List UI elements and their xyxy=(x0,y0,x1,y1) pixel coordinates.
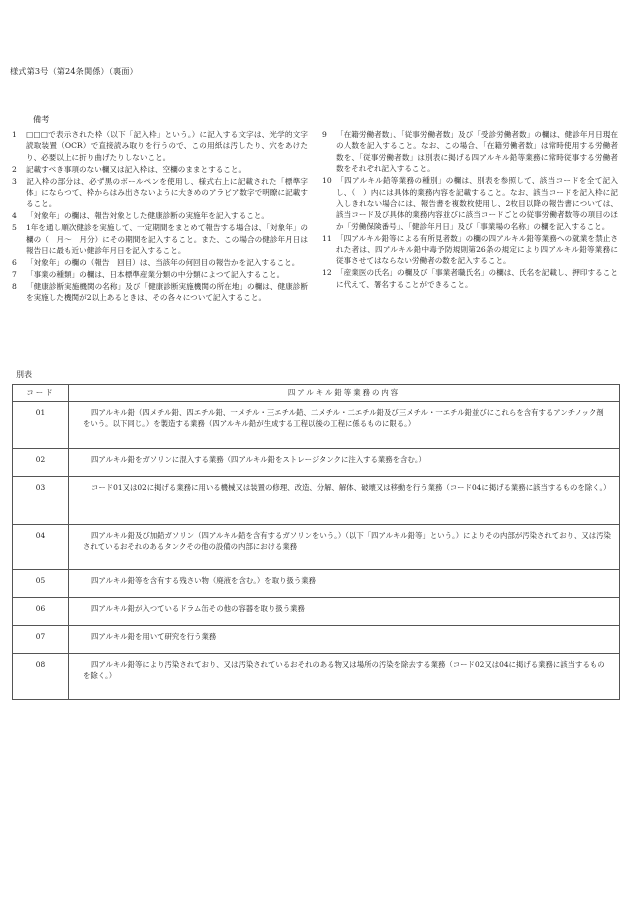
code-cell: 05 xyxy=(13,570,69,598)
appendix-table xyxy=(12,384,620,700)
table-row xyxy=(13,402,620,449)
note-item xyxy=(322,233,618,267)
column-header-code: コード xyxy=(13,385,69,402)
table-row xyxy=(13,570,620,598)
note-text: 「対象年」の欄は、報告対象とした健康診断の実施年を記入すること。 xyxy=(26,211,269,221)
note-text: 「事業の種類」の欄は、日本標準産業分類の中分類によつて記入すること。 xyxy=(26,269,285,279)
table-row xyxy=(13,477,620,525)
description-cell: 四アルキル鉛（四メチル鉛、四エチル鉛、一メチル・三エチル鉛、二メチル・二エチル鉛及び三メチル・一エチル鉛並びにこれらを含有するアンチノック剤をいう。以下同じ。）を製造する業務（四アルキル鉛が生成する工程以後の工程に係るものに限る。） xyxy=(69,402,620,449)
note-item xyxy=(322,129,618,175)
note-number: 12 xyxy=(322,268,332,278)
note-item xyxy=(322,175,618,232)
code-cell: 08 xyxy=(13,654,69,700)
note-text: 「健康診断実施機関の名称」及び「健康診断実施機関の所在地」の欄は、健康診断を実施した機関が2以上あるときは、その各々について記入すること。 xyxy=(26,281,308,303)
note-text: 「在籍労働者数」、「従事労働者数」及び「受診労働者数」の欄は、健診年月日現在の人数を記入すること。なお、この場合、「在籍労働者数」は常時使用する労働者数を、「従事労働者数」は別表に掲げる四アルキル鉛等業務に常時従事する労働者数をそれぞれ記入すること。 xyxy=(336,130,618,174)
note-item xyxy=(12,281,308,304)
note-number: 6 xyxy=(12,257,17,267)
note-number: 3 xyxy=(12,176,17,186)
note-text: 「四アルキル鉛等による有所見者数」の欄の四アルキル鉛等業務への就業を禁止された者は、四アルキル鉛中毒予防規則第26条の規定により四アルキル鉛等業務に従事させてはならない労働者の数を記入すること。 xyxy=(336,233,618,266)
table-row xyxy=(13,598,620,626)
note-number: 2 xyxy=(12,164,17,174)
notes-right-column xyxy=(322,129,618,291)
note-number: 4 xyxy=(12,211,17,221)
note-item xyxy=(12,269,308,280)
table-row xyxy=(13,626,620,654)
code-cell: 06 xyxy=(13,598,69,626)
note-item xyxy=(12,176,308,210)
code-cell: 02 xyxy=(13,449,69,477)
form-title: 様式第3号（第24条関係）（裏面） xyxy=(10,66,138,76)
code-cell: 04 xyxy=(13,525,69,570)
code-cell: 01 xyxy=(13,402,69,449)
note-item xyxy=(12,257,308,268)
note-text: 記載すべき事項のない欄又は記入枠は、空欄のままとすること。 xyxy=(26,164,247,174)
appendix-label: 別表 xyxy=(16,370,32,379)
notes-left-column xyxy=(12,129,308,304)
description-cell: 四アルキル鉛等を含有する残さい物（廃液を含む。）を取り扱う業務 xyxy=(69,570,620,598)
note-item xyxy=(322,267,618,290)
note-item xyxy=(12,129,308,163)
note-text: 1年を通し順次健診を実施して、一定期間をまとめて報告する場合は、「対象年」の欄の（ 月～ 月分）にその期間を記入すること。また、この場合の健診年月日は報告日に最も近い健診年月日を記入すること。 xyxy=(26,223,308,256)
description-cell: 四アルキル鉛等により汚染されており、又は汚染されているおそれのある物又は場所の汚染を除去する業務（コード02又は04に掲げる業務に該当するものを除く。） xyxy=(69,654,620,700)
note-item xyxy=(12,164,308,175)
code-cell: 03 xyxy=(13,477,69,525)
description-cell: 四アルキル鉛をガソリンに混入する業務（四アルキル鉛をストレージタンクに注入する業務を含む。） xyxy=(69,449,620,477)
description-cell: コード01又は02に掲げる業務に用いる機械又は装置の修理、改造、分解、解体、破壊又は移動を行う業務（コード04に掲げる業務に該当するものを除く。） xyxy=(69,477,620,525)
note-number: 8 xyxy=(12,281,17,291)
code-cell: 07 xyxy=(13,626,69,654)
table-header-row xyxy=(13,385,620,402)
note-number: 11 xyxy=(322,233,332,243)
note-number: 7 xyxy=(12,269,17,279)
description-cell: 四アルキル鉛を用いて研究を行う業務 xyxy=(69,626,620,654)
note-text: 記入枠の部分は、必ず黒のボールペンを使用し、様式右上に記載された「標準字体」にならつて、枠からはみ出さないように大きめのアラビア数字で明瞭に記載すること。 xyxy=(26,176,308,209)
table-row xyxy=(13,449,620,477)
note-item xyxy=(12,222,308,256)
note-number: 10 xyxy=(322,176,332,186)
table-row xyxy=(13,654,620,700)
note-number: 5 xyxy=(12,223,17,233)
notes-heading: 備考 xyxy=(33,114,50,124)
table-row xyxy=(13,525,620,570)
note-number: 1 xyxy=(12,130,17,139)
note-item xyxy=(12,210,308,221)
note-number: 9 xyxy=(322,130,327,139)
note-text: □□□で表示された枠（以下「記入枠」という。）に記入する文字は、光学的文字読取装置（OCR）で直接読み取りを行うので、この用紙は汚したり、穴をあけたり、必要以上に折り曲げたりしないこと。 xyxy=(26,130,308,162)
description-cell: 四アルキル鉛が入つているドラム缶その他の容器を取り扱う業務 xyxy=(69,598,620,626)
note-text: 「対象年」の欄の（報告 回目）は、当該年の何回目の報告かを記入すること。 xyxy=(26,257,300,267)
note-text: 「四アルキル鉛等業務の種別」の欄は、別表を参照して、該当コードを全て記入し、（ ）内には具体的業務内容を記載すること。なお、該当コードを記入枠に記入しきれない場合には、報告書を複数枚使用し、2枚目以降の報告書については、該当コード及び具体的業務内容並びに該当コードごとの従事労働者数等の項目のほか「労働保険番号」、「健診年月日」及び「事業場の名称」の欄を記入すること。 xyxy=(336,176,618,231)
note-text: 「産業医の氏名」の欄及び「事業者職氏名」の欄は、氏名を記載し、押印することに代えて、署名することができること。 xyxy=(336,268,618,289)
column-header-description: 四アルキル鉛等業務の内容 xyxy=(69,385,620,402)
description-cell: 四アルキル鉛及び加鉛ガソリン（四アルキル鉛を含有するガソリンをいう。）（以下「四アルキル鉛等」という。）によりその内部が汚染されており、又は汚染されているおそれのあるタンクその他の設備の内部における業務 xyxy=(69,525,620,570)
